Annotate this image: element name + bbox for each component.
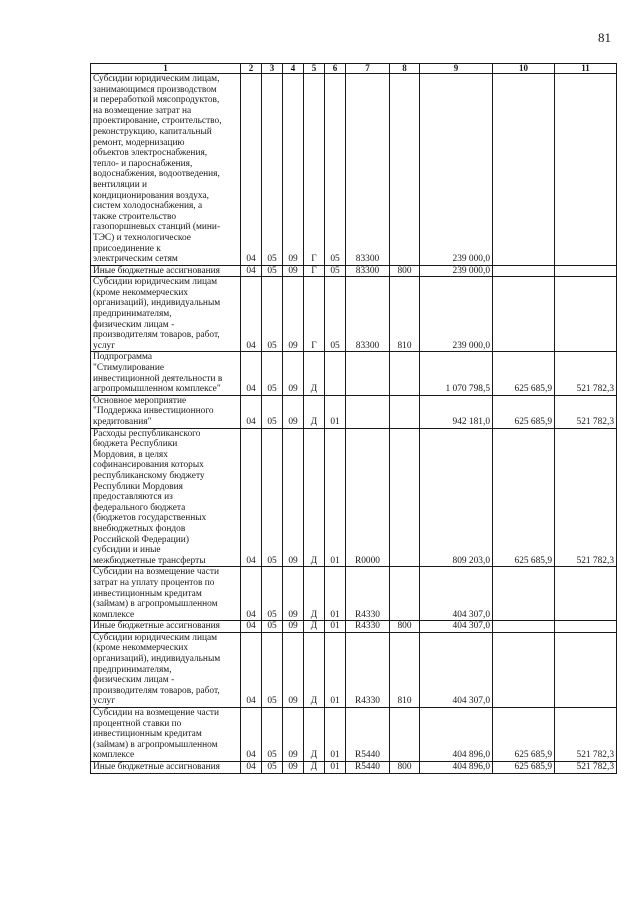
cell-amount-year2 [493, 74, 555, 266]
cell-section: 04 [241, 632, 262, 707]
table-row [91, 352, 617, 395]
cell-section: 04 [241, 277, 262, 352]
column-header: 10 [493, 64, 555, 74]
cell-expense-type: 800 [390, 265, 420, 277]
cell-subprogram: Д [304, 708, 325, 762]
cell-amount-year1: 1 070 798,5 [420, 352, 493, 395]
table-row [91, 74, 617, 266]
cell-subsection: 05 [262, 395, 283, 428]
column-header: 4 [283, 64, 304, 74]
cell-amount-year2: 625 685,9 [493, 762, 555, 774]
cell-measure: 01 [325, 632, 346, 707]
row-description: Подпрограмма "Стимулирование инвестиционной деятельности в агропромышленном комплексе" [91, 352, 241, 395]
row-description: Иные бюджетные ассигнования [91, 762, 241, 774]
cell-amount-year3 [555, 265, 617, 277]
cell-amount-year3 [555, 567, 617, 621]
cell-program: 09 [283, 428, 304, 567]
cell-measure [325, 352, 346, 395]
cell-program: 09 [283, 395, 304, 428]
cell-subprogram: Г [304, 74, 325, 266]
cell-amount-year1: 404 896,0 [420, 762, 493, 774]
cell-subprogram: Д [304, 567, 325, 621]
cell-subsection: 05 [262, 708, 283, 762]
table-row [91, 277, 617, 352]
row-description: Расходы республиканского бюджета Республики Мордовия, в целях софинансирования которых республиканскому бюджету Республики Мордовия предоставляются из федерального бюджета (бюджетов государственных внебюджетных фондов Российской Федерации) субсидии и иные межбюджетные трансферты [91, 428, 241, 567]
cell-section: 04 [241, 708, 262, 762]
cell-section: 04 [241, 762, 262, 774]
cell-program: 09 [283, 74, 304, 266]
cell-amount-year3: 521 782,3 [555, 708, 617, 762]
cell-section: 04 [241, 265, 262, 277]
cell-measure: 05 [325, 74, 346, 266]
cell-amount-year3: 521 782,3 [555, 762, 617, 774]
cell-amount-year1: 404 307,0 [420, 621, 493, 633]
cell-subprogram: Д [304, 352, 325, 395]
cell-amount-year1: 239 000,0 [420, 277, 493, 352]
cell-amount-year3 [555, 277, 617, 352]
cell-amount-year2 [493, 265, 555, 277]
cell-measure: 01 [325, 621, 346, 633]
cell-amount-year1: 404 307,0 [420, 632, 493, 707]
cell-subprogram: Д [304, 428, 325, 567]
cell-direction: 83300 [346, 277, 390, 352]
column-header: 5 [304, 64, 325, 74]
cell-measure: 05 [325, 277, 346, 352]
cell-amount-year1: 239 000,0 [420, 74, 493, 266]
cell-direction: R5440 [346, 762, 390, 774]
cell-direction [346, 395, 390, 428]
cell-direction: R5440 [346, 708, 390, 762]
row-description: Субсидии юридическим лицам (кроме некоммерческих организаций), индивидуальным предпринимателям, физическим лицам - производителям товаров, работ, услуг [91, 277, 241, 352]
cell-measure: 01 [325, 567, 346, 621]
cell-section: 04 [241, 567, 262, 621]
table-row [91, 632, 617, 707]
cell-amount-year3 [555, 74, 617, 266]
cell-expense-type [390, 428, 420, 567]
cell-section: 04 [241, 428, 262, 567]
cell-amount-year1: 404 896,0 [420, 708, 493, 762]
table-row [91, 265, 617, 277]
row-description: Субсидии юридическим лицам (кроме некоммерческих организаций), индивидуальным предпринимателям, физическим лицам - производителям товаров, работ, услуг [91, 632, 241, 707]
column-header: 8 [390, 64, 420, 74]
cell-measure: 01 [325, 708, 346, 762]
cell-program: 09 [283, 762, 304, 774]
cell-amount-year3: 521 782,3 [555, 428, 617, 567]
cell-amount-year2 [493, 277, 555, 352]
table-row [91, 762, 617, 774]
cell-expense-type [390, 567, 420, 621]
table-row [91, 428, 617, 567]
cell-subprogram: Г [304, 265, 325, 277]
table-row [91, 395, 617, 428]
cell-subsection: 05 [262, 632, 283, 707]
cell-direction: 83300 [346, 74, 390, 266]
cell-amount-year1: 404 307,0 [420, 567, 493, 621]
cell-amount-year3 [555, 632, 617, 707]
cell-subsection: 05 [262, 567, 283, 621]
table-row [91, 567, 617, 621]
cell-expense-type [390, 352, 420, 395]
cell-amount-year3: 521 782,3 [555, 352, 617, 395]
cell-amount-year2: 625 685,9 [493, 428, 555, 567]
cell-subsection: 05 [262, 277, 283, 352]
cell-program: 09 [283, 708, 304, 762]
cell-expense-type [390, 708, 420, 762]
page-number: 81 [598, 30, 611, 45]
cell-measure: 01 [325, 762, 346, 774]
cell-subsection: 05 [262, 352, 283, 395]
cell-subprogram: Д [304, 762, 325, 774]
cell-expense-type: 800 [390, 762, 420, 774]
cell-subprogram: Д [304, 621, 325, 633]
cell-program: 09 [283, 632, 304, 707]
row-description: Субсидии на возмещение части затрат на уплату процентов по инвестиционным кредитам (займам) в агропромышленном комплексе [91, 567, 241, 621]
cell-amount-year2: 625 685,9 [493, 708, 555, 762]
row-description: Иные бюджетные ассигнования [91, 621, 241, 633]
cell-direction: R4330 [346, 621, 390, 633]
column-header: 6 [325, 64, 346, 74]
cell-subsection: 05 [262, 621, 283, 633]
table-header-row [91, 64, 617, 74]
cell-subprogram: Д [304, 632, 325, 707]
cell-section: 04 [241, 352, 262, 395]
row-description: Субсидии на возмещение части процентной ставки по инвестиционным кредитам (займам) в агропромышленном комплексе [91, 708, 241, 762]
cell-program: 09 [283, 265, 304, 277]
cell-amount-year1: 942 181,0 [420, 395, 493, 428]
cell-amount-year1: 809 203,0 [420, 428, 493, 567]
column-header: 3 [262, 64, 283, 74]
cell-measure: 05 [325, 265, 346, 277]
cell-section: 04 [241, 395, 262, 428]
cell-expense-type [390, 74, 420, 266]
column-header: 2 [241, 64, 262, 74]
cell-amount-year1: 239 000,0 [420, 265, 493, 277]
table-row [91, 621, 617, 633]
column-header: 7 [346, 64, 390, 74]
cell-section: 04 [241, 621, 262, 633]
cell-amount-year2: 625 685,9 [493, 395, 555, 428]
cell-amount-year3: 521 782,3 [555, 395, 617, 428]
table-body [91, 74, 617, 774]
cell-amount-year2 [493, 621, 555, 633]
cell-direction: 83300 [346, 265, 390, 277]
cell-program: 09 [283, 277, 304, 352]
cell-subsection: 05 [262, 74, 283, 266]
row-description: Иные бюджетные ассигнования [91, 265, 241, 277]
cell-program: 09 [283, 621, 304, 633]
cell-expense-type [390, 395, 420, 428]
cell-direction: R4330 [346, 567, 390, 621]
cell-section: 04 [241, 74, 262, 266]
cell-measure: 01 [325, 428, 346, 567]
table-row [91, 708, 617, 762]
cell-subsection: 05 [262, 265, 283, 277]
row-description: Субсидии юридическим лицам, занимающимся производством и переработкой мясопродуктов, на возмещение затрат на проектирование, строительство, реконструкцию, капитальный ремонт, модернизацию объектов электроснабжения, тепло- и пароснабжения, водоснабжения, водоотведения, вентиляции и кондиционирования воздуха, систем холодоснабжения, а также строительство газопоршневых станций (мини- ТЭС) и технологическое присоединение к электрическим сетям [91, 74, 241, 266]
column-header: 11 [555, 64, 617, 74]
cell-amount-year2 [493, 632, 555, 707]
cell-program: 09 [283, 567, 304, 621]
cell-expense-type: 810 [390, 632, 420, 707]
cell-subsection: 05 [262, 428, 283, 567]
cell-direction: R4330 [346, 632, 390, 707]
cell-program: 09 [283, 352, 304, 395]
row-description: Основное мероприятие "Поддержка инвестиционного кредитования" [91, 395, 241, 428]
column-header: 1 [91, 64, 241, 74]
cell-amount-year3 [555, 621, 617, 633]
cell-expense-type: 800 [390, 621, 420, 633]
cell-direction [346, 352, 390, 395]
budget-table [90, 63, 617, 774]
cell-direction: R0000 [346, 428, 390, 567]
cell-amount-year2: 625 685,9 [493, 352, 555, 395]
column-header: 9 [420, 64, 493, 74]
cell-subsection: 05 [262, 762, 283, 774]
cell-subprogram: Г [304, 277, 325, 352]
cell-amount-year2 [493, 567, 555, 621]
cell-expense-type: 810 [390, 277, 420, 352]
cell-measure: 01 [325, 395, 346, 428]
cell-subprogram: Д [304, 395, 325, 428]
